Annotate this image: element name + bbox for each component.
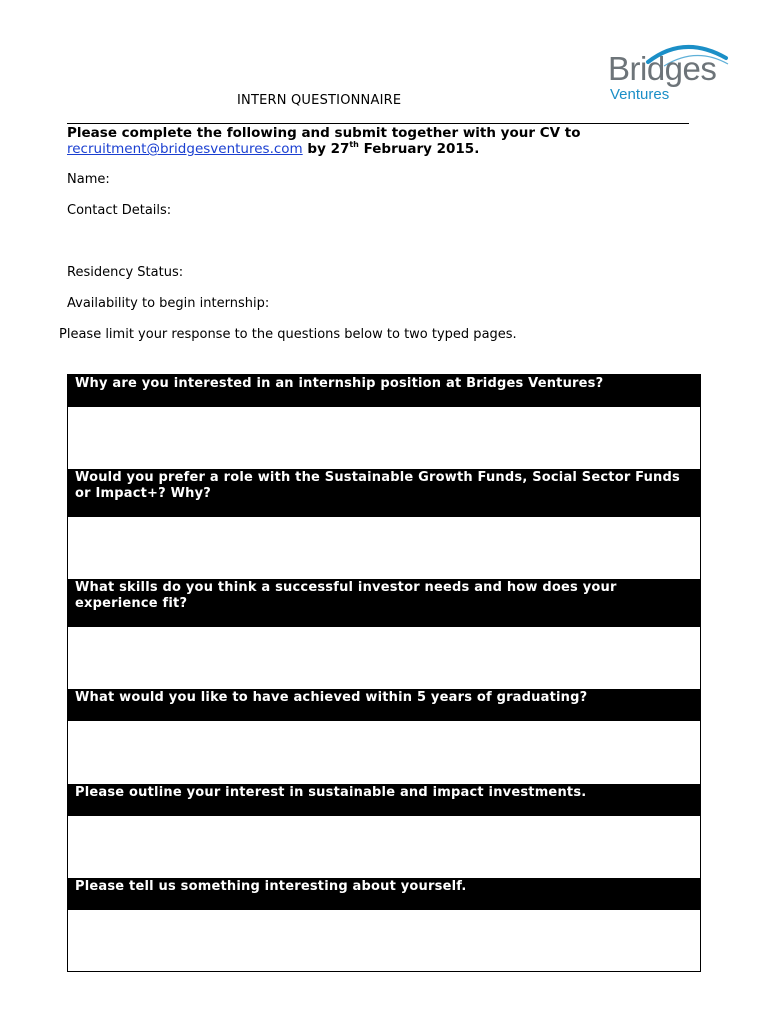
answer-cell[interactable] [68, 517, 700, 579]
questionnaire-table [67, 374, 701, 972]
answer-cell[interactable] [68, 816, 700, 878]
answer-cell[interactable] [68, 910, 700, 971]
question-header: What skills do you think a successful investor needs and how does your experience fit? [68, 579, 700, 627]
intro-after-suffix: February 2015. [358, 141, 480, 157]
logo-word: Bridges [608, 50, 717, 87]
question-header: Why are you interested in an internship position at Bridges Ventures? [68, 375, 700, 407]
question-header: What would you like to have achieved within 5 years of graduating? [68, 689, 700, 721]
question-header: Would you prefer a role with the Sustainable Growth Funds, Social Sector Funds or Impact+? Why? [68, 469, 700, 517]
name-label: Name: [67, 172, 110, 187]
limit-note: Please limit your response to the questions below to two typed pages. [59, 327, 517, 342]
answer-cell[interactable] [68, 721, 700, 784]
intro-sup: th [349, 140, 359, 149]
contact-details-label: Contact Details: [67, 203, 172, 218]
bridges-ventures-logo [604, 40, 734, 110]
intro-text [67, 125, 707, 157]
availability-label: Availability to begin internship: [67, 296, 270, 311]
question-header: Please outline your interest in sustainable and impact investments. [68, 784, 700, 816]
page-title: INTERN QUESTIONNAIRE [237, 93, 402, 108]
residency-status-label: Residency Status: [67, 265, 184, 280]
question-header: Please tell us something interesting about yourself. [68, 878, 700, 910]
answer-cell[interactable] [68, 407, 700, 469]
title-rule [67, 123, 689, 124]
email-link[interactable]: recruitment@bridgesventures.com [67, 141, 303, 157]
intro-before-link: Please complete the following and submit together with your CV to [67, 125, 581, 141]
intro-after-prefix: by 27 [302, 141, 350, 157]
logo-subword: Ventures [610, 86, 670, 103]
answer-cell[interactable] [68, 627, 700, 689]
